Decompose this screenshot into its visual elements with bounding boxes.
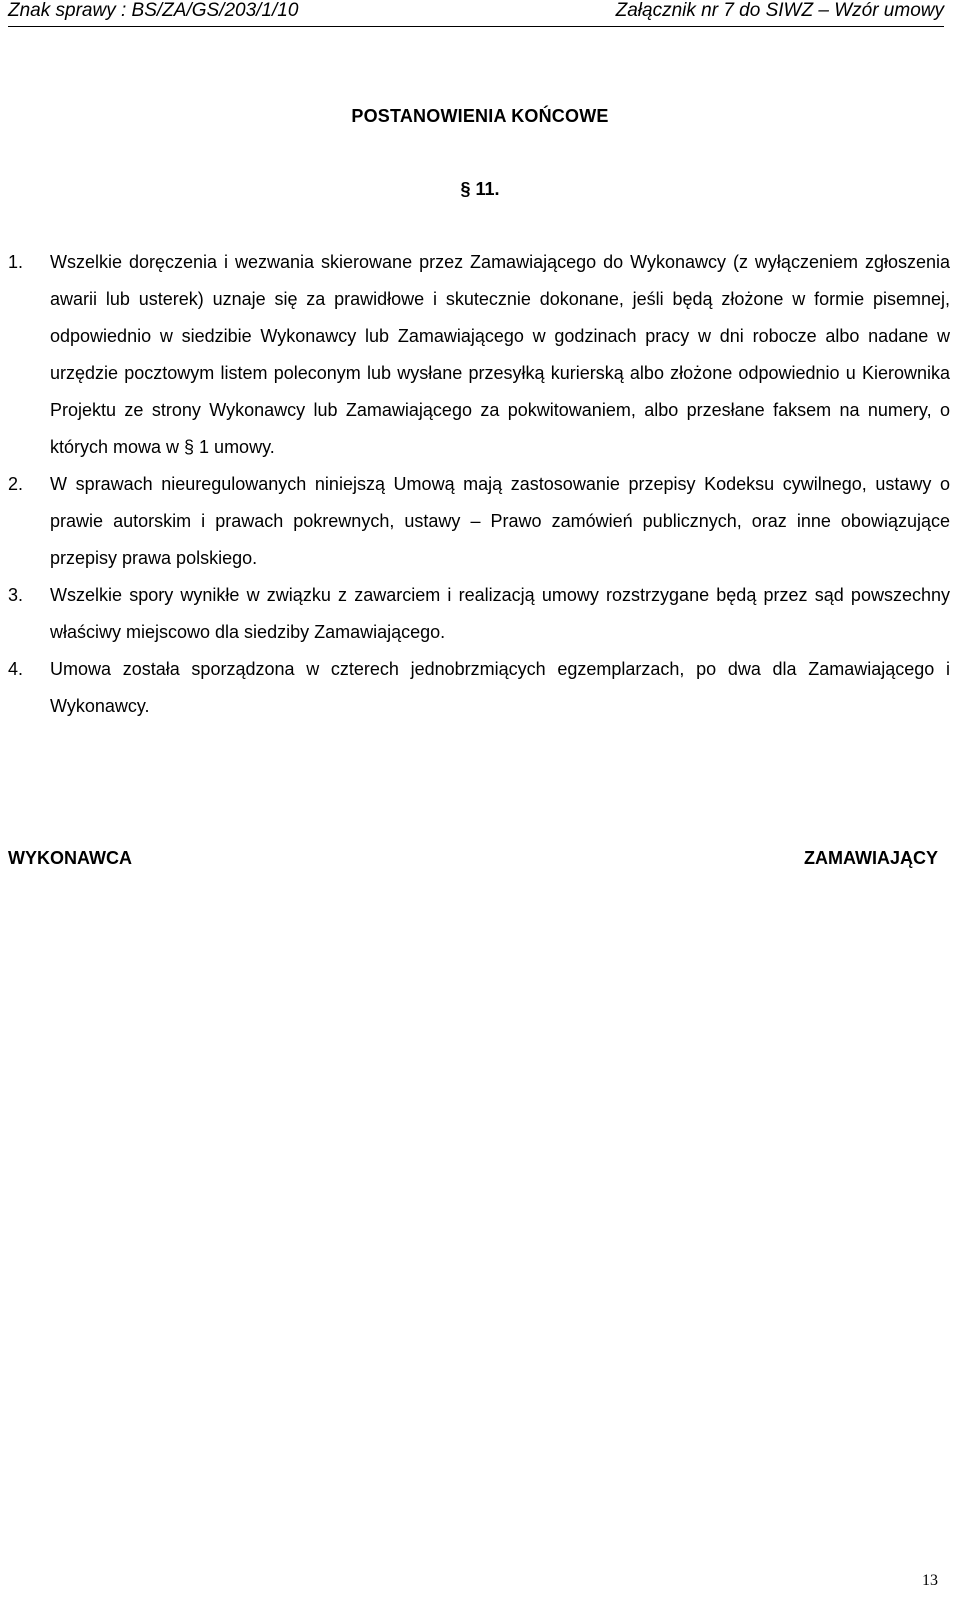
- case-number: Znak sprawy : BS/ZA/GS/203/1/10: [8, 0, 299, 21]
- clause-4: [8, 651, 950, 725]
- clause-text: Wszelkie spory wynikłe w związku z zawarciem i realizacją umowy rozstrzygane będą przez sąd powszechny właściwy miejscowo dla siedziby Zamawiającego.: [50, 585, 950, 642]
- clause-text: W sprawach nieuregulowanych niniejszą Umową mają zastosowanie przepisy Kodeksu cywilnego, ustawy o prawie autorskim i prawach pokrewnych, ustawy – Prawo zamówień publicznych, oraz inne obowiązujące przepisy prawa polskiego.: [50, 474, 950, 568]
- clause-3: [8, 577, 950, 651]
- annex-label: Załącznik nr 7 do SIWZ – Wzór umowy: [615, 0, 944, 21]
- clauses-list: [8, 244, 950, 725]
- page-header: [8, 0, 944, 27]
- clause-number: 4.: [8, 659, 24, 679]
- contractor-signature-label: WYKONAWCA: [8, 848, 132, 868]
- clause-text: Umowa została sporządzona w czterech jednobrzmiących egzemplarzach, po dwa dla Zamawiającego i Wykonawcy.: [50, 659, 950, 716]
- clause-text: Wszelkie doręczenia i wezwania skierowane przez Zamawiającego do Wykonawcy (z wyłączeniem zgłoszenia awarii lub usterek) uznaje się za prawidłowe i skutecznie dokonane, jeśli będą złożone w formie pisemnej, odpowiednio w siedzibie Wykonawcy lub Zamawiającego w godzinach pracy w dni robocze albo nadane w urzędzie pocztowym listem poleconym lub wysłane przesyłką kurierską albo złożone odpowiednio u Kierownika Projektu ze strony Wykonawcy lub Zamawiającego za pokwitowaniem, albo przesłane faksem na numery, o których mowa w § 1 umowy.: [50, 252, 950, 457]
- clause-number: 3.: [8, 585, 24, 605]
- page-number: 13: [922, 1572, 938, 1589]
- clause-number: 1.: [8, 252, 24, 272]
- clause-number: 2.: [8, 474, 24, 494]
- clause-2: [8, 466, 950, 577]
- section-title: POSTANOWIENIA KOŃCOWE: [351, 106, 609, 126]
- clause-1: [8, 244, 950, 466]
- paragraph-sign: § 11.: [460, 179, 500, 199]
- client-signature-label: ZAMAWIAJĄCY: [804, 848, 938, 868]
